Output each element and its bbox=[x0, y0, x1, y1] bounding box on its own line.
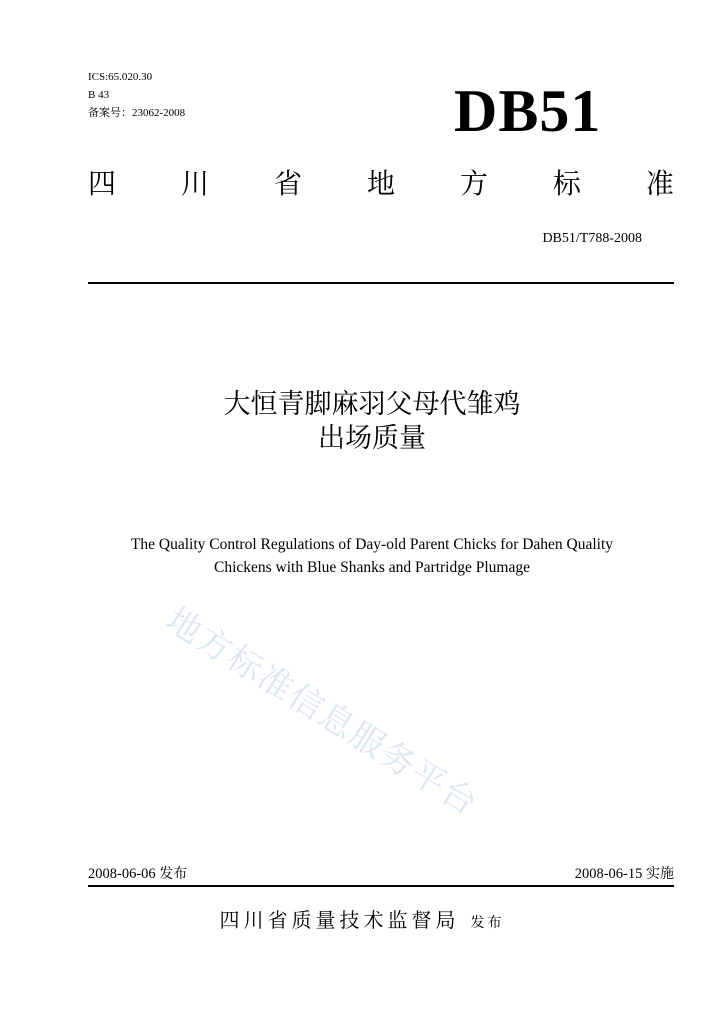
english-title-line-2: Chickens with Blue Shanks and Partridge Plumage bbox=[214, 559, 530, 576]
issue-label: 发布 bbox=[159, 866, 188, 882]
standard-type-char: 川 bbox=[180, 167, 209, 200]
record-number: 备案号：23062-2008 bbox=[88, 107, 186, 119]
standard-type-heading bbox=[88, 164, 674, 204]
chinese-title-line-2: 出场质量 bbox=[318, 423, 426, 454]
category-code: B 43 bbox=[88, 89, 110, 101]
top-divider bbox=[88, 282, 674, 284]
publisher-name: 四川省质量技术监督局 bbox=[219, 908, 460, 932]
db51-logo: DB51 bbox=[454, 78, 602, 144]
issue-date-line bbox=[88, 864, 187, 884]
effective-label: 实施 bbox=[646, 866, 674, 882]
effective-date: 2008-06-15 bbox=[574, 866, 643, 882]
classification-block bbox=[88, 68, 185, 122]
english-title-line-1: The Quality Control Regulations of Day-old Parent Chicks for Dahen Quality bbox=[130, 536, 614, 553]
publisher-line bbox=[0, 904, 724, 936]
standard-type-char: 准 bbox=[645, 167, 674, 200]
bottom-divider bbox=[88, 885, 674, 887]
publish-label: 发布 bbox=[470, 915, 505, 931]
english-title bbox=[60, 533, 684, 579]
chinese-title-line-1: 大恒青脚麻羽父母代雏鸡 bbox=[223, 389, 521, 420]
standard-type-char: 省 bbox=[273, 167, 302, 200]
chinese-title bbox=[0, 388, 724, 456]
standard-type-char: 方 bbox=[459, 167, 488, 200]
standard-number: DB51/T788-2008 bbox=[542, 231, 642, 246]
issue-date: 2008-06-06 bbox=[88, 866, 156, 882]
standard-type-char: 地 bbox=[366, 167, 395, 200]
ics-code: ICS:65.020.30 bbox=[88, 71, 153, 83]
standard-type-char: 标 bbox=[552, 167, 581, 200]
watermark: 地方标准信息服务平台 bbox=[158, 600, 486, 825]
standard-type-char: 四 bbox=[88, 167, 117, 200]
effective-date-line bbox=[575, 864, 674, 884]
